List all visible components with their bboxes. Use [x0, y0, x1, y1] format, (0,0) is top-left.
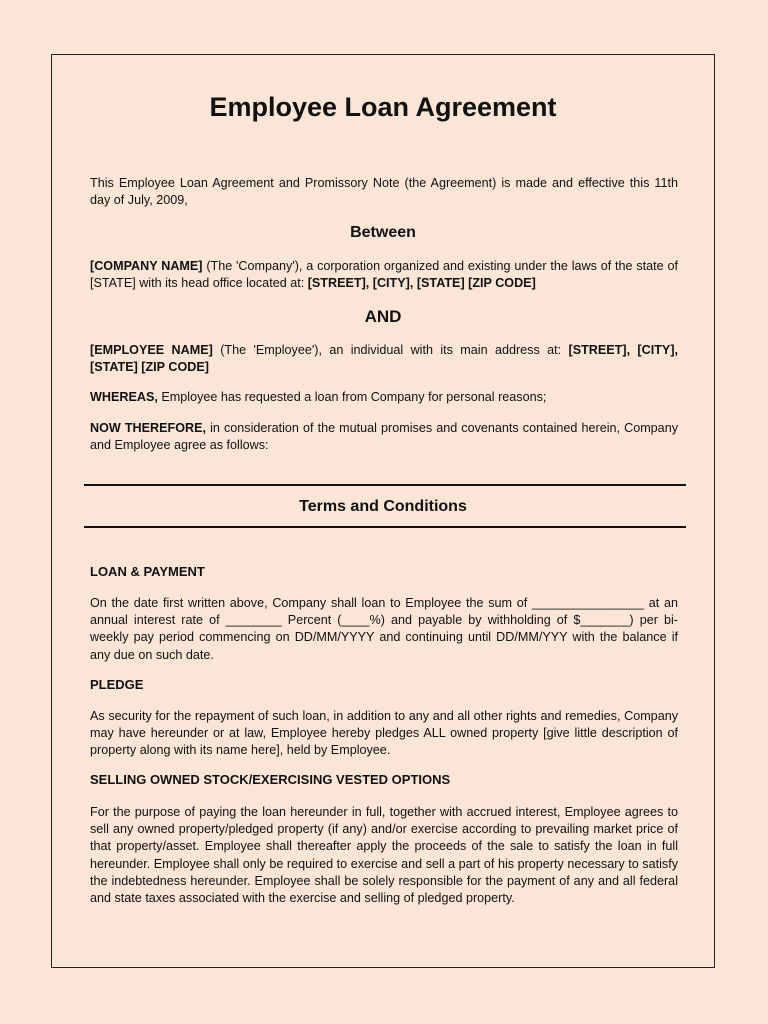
company-address: [STREET], [CITY], [STATE] [ZIP CODE] — [307, 276, 536, 291]
intro-paragraph: This Employee Loan Agreement and Promissory Note (the Agreement) is made and effective this 11th day of July, 2009, — [90, 176, 678, 208]
between-heading: Between — [350, 224, 416, 241]
company-name-label: [COMPANY NAME] — [90, 259, 203, 273]
whereas-label: WHEREAS, — [90, 390, 158, 404]
section-text-selling-stock: For the purpose of paying the loan hereunder in full, together with accrued interest, Employee agrees to sell any owned property/pledged property (if any) and/or exercise according to prevailing market price of that property/asset. Employee shall thereafter apply the proceeds of the sale to satisfy the loan in full hereunder. Employee shall only be required to exercise and sell a part of his property necessary to satisfy the indebtedness hereunder. Employee shall be solely responsible for the payment of any and all federal and state taxes associated with the exercise and selling of pledged property. — [90, 805, 678, 906]
employee-paragraph — [90, 342, 678, 376]
and-heading: AND — [364, 307, 402, 326]
section-title-selling-stock: SELLING OWNED STOCK/EXERCISING VESTED OPTIONS — [90, 772, 451, 787]
whereas-text: Employee has requested a loan from Company for personal reasons; — [157, 390, 547, 404]
section-title-pledge: PLEDGE — [90, 677, 144, 692]
company-paragraph — [90, 258, 678, 292]
top-divider — [84, 484, 686, 486]
whereas-paragraph — [90, 389, 678, 406]
bottom-divider — [84, 526, 686, 528]
company-text: (The 'Company'), a corporation organized and existing under the laws of the state of [STATE] with its head office located at: — [90, 259, 678, 291]
employee-name-label: [EMPLOYEE NAME] — [90, 343, 213, 357]
section-text-loan-payment: On the date first written above, Company shall loan to Employee the sum of ________________ at an annual interest rate of ________ Percent (____%) and payable by withholding of $_______) per bi-weekly pay period commencing on DD/MM/YYYY and continuing until DD/MM/YYY with the balance if any due on such date. — [90, 596, 678, 662]
document-title: Employee Loan Agreement — [209, 92, 557, 122]
section-text-pledge: As security for the repayment of such loan, in addition to any and all other rights and remedies, Company may have hereunder or at law, Employee hereby pledges ALL owned property [give little description of property along with its name here], held by Employee. — [90, 709, 678, 758]
now-therefore-paragraph — [90, 420, 678, 454]
now-therefore-text: in consideration of the mutual promises and covenants contained herein, Company and Employee agree as follows: — [90, 421, 678, 453]
employee-address: [STREET], [CITY], [STATE] [ZIP CODE] — [90, 343, 679, 375]
now-therefore-label: NOW THEREFORE, — [90, 421, 207, 435]
terms-heading: Terms and Conditions — [299, 498, 467, 515]
employee-text: (The 'Employee'), an individual with its main address at: — [212, 343, 569, 357]
section-title-loan-payment: LOAN & PAYMENT — [90, 564, 205, 579]
